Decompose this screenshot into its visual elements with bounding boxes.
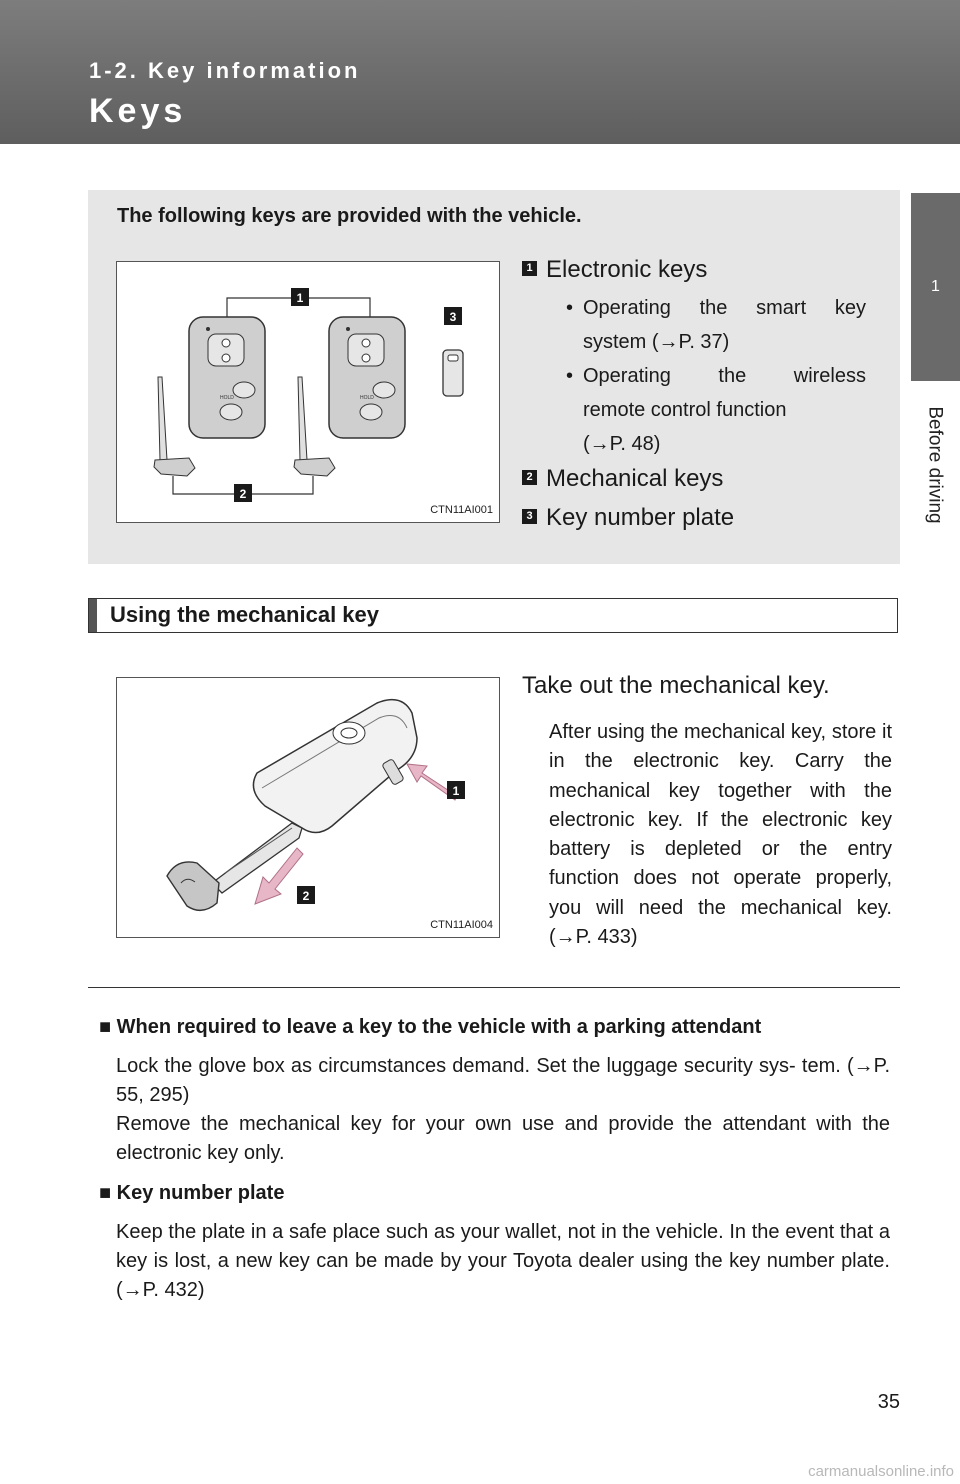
keys-illustration (116, 261, 500, 523)
marker-2: 2 (522, 470, 537, 485)
bullet-wireless-remote: • Operating the wireless remote control function (→P. 48) (566, 365, 866, 455)
mechanical-key-illustration (116, 677, 500, 938)
mechanical-key-drawing (117, 678, 499, 937)
svg-text:1: 1 (452, 784, 460, 798)
chapter-side-label: Before driving (925, 406, 947, 524)
marker-1: 1 (522, 261, 537, 276)
legend-mechanical-keys: 2 Mechanical keys (522, 465, 723, 493)
keys-drawing (117, 262, 499, 522)
note-heading-parking: ■ When required to leave a key to the vehicle with a parking attendant (99, 1016, 762, 1038)
svg-text:2: 2 (302, 889, 310, 903)
legend-electronic-keys: 1 Electronic keys (522, 256, 707, 284)
legend-key-number-plate: 3 Key number plate (522, 504, 734, 532)
svg-text:3: 3 (449, 310, 457, 324)
divider (88, 987, 900, 988)
note-body: Lock the glove box as circumstances demand. Set the luggage security sys- tem. (→P. 55, 295) (116, 1055, 890, 1106)
marker-3: 3 (522, 509, 537, 524)
step-instruction: Take out the mechanical key. (522, 672, 830, 699)
step-detail: After using the mechanical key, store it in the electronic key. Carry the mechanical key together with the electronic key. If the electronic key battery is depleted or the entry function does not operate properly, you will need the mechanical key. (→P. 433) (549, 721, 892, 949)
svg-text:2: 2 (239, 487, 247, 501)
note-heading-key-plate: ■ Key number plate (99, 1182, 285, 1204)
subsection-title: Using the mechanical key (110, 602, 379, 627)
subsection-bar (89, 599, 97, 632)
page-title: Keys (89, 92, 187, 130)
intro-text: The following keys are provided with the vehicle. (117, 205, 582, 227)
subsection-header (88, 598, 898, 633)
chapter-header (0, 0, 960, 144)
note-body: Keep the plate in a safe place such as your wallet, not in the vehicle. In the event that a key is lost, a new key can be made by your Toyota dealer using the key number plate. (→P. 432) (116, 1221, 890, 1301)
chapter-tab-number: 1 (931, 278, 940, 295)
chapter-tab (911, 193, 960, 381)
page-number: 35 (877, 1391, 900, 1413)
figure-code: CTN11AI004 (430, 919, 493, 931)
svg-text:HOLD: HOLD (360, 395, 374, 401)
note-body: Remove the mechanical key for your own use and provide the attendant with the electronic key only. (116, 1113, 890, 1164)
svg-text:1: 1 (296, 291, 304, 305)
bullet-smart-key: • Operating the smart key system (→P. 37) (566, 297, 866, 353)
watermark: carmanualsonline.info (808, 1463, 954, 1480)
svg-text:HOLD: HOLD (220, 395, 234, 401)
section-label: 1-2. Key information (89, 58, 361, 83)
figure-code: CTN11AI001 (430, 504, 493, 516)
